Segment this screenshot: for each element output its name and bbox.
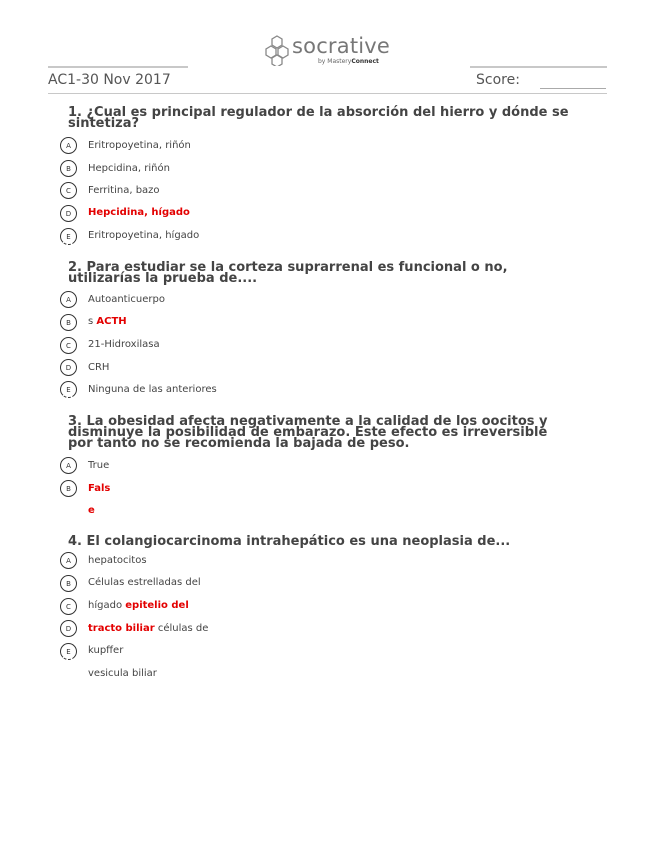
socrative-logo [262,34,402,68]
option-bubble-b[interactable]: B [60,480,77,497]
score-label: Score: [476,72,520,88]
option-bubble-a[interactable]: A [60,457,77,474]
option-bubble-c[interactable]: C [60,182,77,199]
option-bubble-c[interactable]: C [60,598,77,615]
option-bubble-d[interactable]: D [60,620,77,637]
brand-byline: by MasteryConnect [318,58,379,65]
option-bubble-a[interactable]: A [60,291,77,308]
option-bubble-b[interactable]: B [60,575,77,592]
option-bubble-e[interactable]: E [60,228,77,245]
q4-option-c-text: hígado epitelio del [88,600,189,611]
q4-option-d-text: tracto biliar células de [88,623,209,634]
header-rule-bottom [48,93,607,94]
q4-option-e-text-cont: vesicula biliar [88,668,157,679]
option-bubble-a[interactable]: A [60,137,77,154]
q1-option-e-text: Eritropoyetina, hígado [88,230,200,241]
option-bubble-d[interactable]: D [60,359,77,376]
q1-option-b-text: Hepcidina, riñón [88,163,170,174]
q4-option-a-text: hepatocitos [88,555,147,566]
option-bubble-a[interactable]: A [60,552,77,569]
hexagon-logo-icon [262,34,292,66]
option-bubble-b[interactable]: B [60,160,77,177]
q2-option-d-text: CRH [88,362,110,373]
q2-correct-answer: ACTH [96,316,127,327]
header-rule-left [48,66,188,68]
q2-option-a-text: Autoanticuerpo [88,294,165,305]
q1-option-c-text: Ferritina, bazo [88,185,160,196]
option-bubble-d[interactable]: D [60,205,77,222]
q4-correct-answer: epitelio del [125,600,189,611]
option-bubble-c[interactable]: C [60,337,77,354]
option-bubble-b[interactable]: B [60,314,77,331]
question-2-text: 2. Para estudiar se la corteza suprarrenal es funcional o no, utilizarías la prueba de.... [68,260,508,286]
q4-option-e-text: kupffer [88,645,124,656]
q3-correct-answer-cont: e [88,505,95,516]
q4-correct-answer-cont: tracto biliar [88,623,155,634]
quiz-title: AC1-30 Nov 2017 [48,72,171,88]
q3-option-a-text: True [88,460,110,471]
q1-option-a-text: Eritropoyetina, riñón [88,140,191,151]
brand-name: socrative [292,34,391,58]
q2-option-e-text: Ninguna de las anteriores [88,384,217,395]
question-3-text: 3. La obesidad afecta negativamente a la calidad de los oocitos y disminuye la posibilidad de embarazo. Este efecto es irreversible por tanto no se recomienda la bajada de peso. [68,414,548,451]
q2-option-c-text: 21-Hidroxilasa [88,339,160,350]
q1-correct-answer: Hepcidina, hígado [88,207,190,218]
question-4-text: 4. El colangiocarcinoma intrahepático es una neoplasia de... [68,534,511,549]
header-rule-right [470,66,607,68]
score-blank [540,88,606,89]
q4-option-b-text: Células estrelladas del [88,577,201,588]
option-bubble-e[interactable]: E [60,643,77,660]
q2-option-b-text: s ACTH [88,316,127,327]
q3-correct-answer: Fals [88,483,111,494]
question-1-text: 1. ¿Cual es principal regulador de la absorción del hierro y dónde se sintetiza? [68,105,569,131]
option-bubble-e[interactable]: E [60,381,77,398]
